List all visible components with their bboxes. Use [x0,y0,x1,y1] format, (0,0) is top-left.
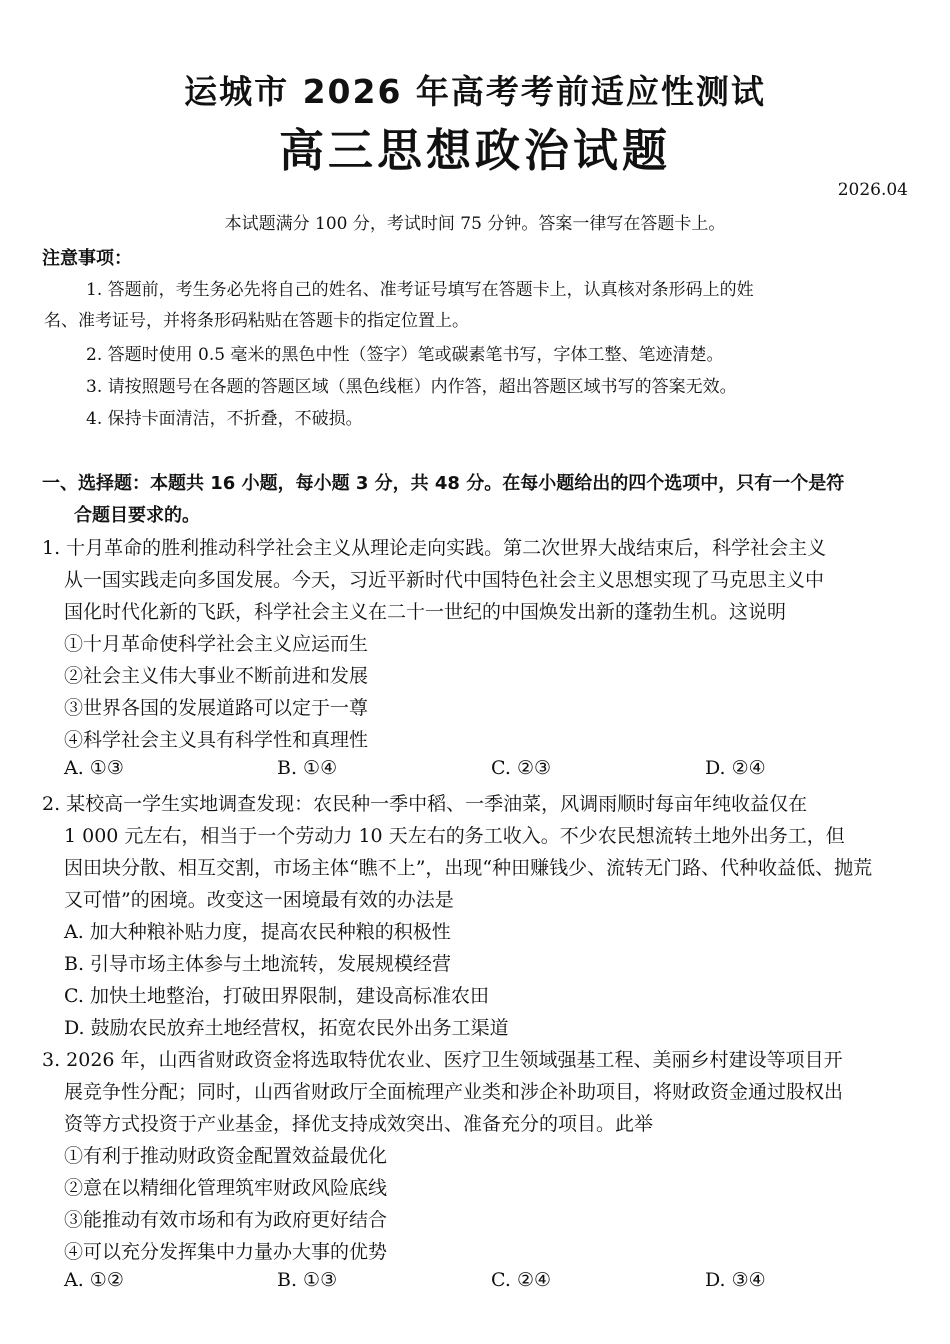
q2-stem-line1: 2. 某校高一学生实地调查发现：农民种一季中稻、一季油菜，风调雨顺时每亩年纯收益仅在 [42,793,808,815]
q1-stem-line1: 1. 十月革命的胜利推动科学社会主义从理论走向实践。第二次世界大战结束后，科学社会主义 [42,537,827,559]
section-heading-line2: 合题目要求的。 [74,505,200,526]
q1-choice-c: C. ②③ [491,757,552,779]
q2-option-a: A. 加大种粮补贴力度，提高农民种粮的积极性 [64,921,451,943]
q2-option-d: D. 鼓励农民放弃土地经营权，拓宽农民外出务工渠道 [64,1017,509,1039]
section-heading-line1: 一、选择题：本题共 16 小题，每小题 3 分，共 48 分。在每小题给出的四个选项中，只有一个是符 [42,473,845,494]
notice-item-1-line2: 名、准考证号，并将条形码粘贴在答题卡的指定位置上。 [44,311,469,331]
q3-statement-3: ③能推动有效市场和有为政府更好结合 [64,1209,388,1231]
q3-stem-line3: 资等方式投资于产业基金，择优支持成效突出、准备充分的项目。此举 [64,1113,654,1135]
q3-statement-1: ①有利于推动财政资金配置效益最优化 [64,1145,388,1167]
q3-choice-a: A. ①② [64,1269,124,1291]
q2-stem-line4: 又可惜”的困境。改变这一困境最有效的办法是 [64,889,454,911]
exam-title-line1: 运城市 2026 年高考考前适应性测试 [184,72,766,111]
q3-choice-d: D. ③④ [705,1269,766,1291]
notice-item-4: 4. 保持卡面清洁，不折叠，不破损。 [86,409,363,429]
q3-statement-2: ②意在以精细化管理筑牢财政风险底线 [64,1177,388,1199]
q2-option-b: B. 引导市场主体参与土地流转，发展规模经营 [64,953,452,975]
q1-statement-4: ④科学社会主义具有科学性和真理性 [64,729,369,751]
exam-title-line2: 高三思想政治试题 [278,124,671,177]
q3-choice-b: B. ①③ [277,1269,338,1291]
notice-item-1-line1: 1. 答题前，考生务必先将自己的姓名、准考证号填写在答题卡上，认真核对条形码上的姓 [86,280,754,300]
q3-statement-4: ④可以充分发挥集中力量办大事的优势 [64,1241,388,1263]
q1-choice-d: D. ②④ [705,757,766,779]
q1-stem-line2: 从一国实践走向多国发展。今天，习近平新时代中国特色社会主义思想实现了马克思主义中 [64,569,825,591]
q1-choice-a: A. ①③ [64,757,124,779]
q1-statement-1: ①十月革命使科学社会主义应运而生 [64,633,369,655]
q1-choice-b: B. ①④ [277,757,338,779]
notice-heading: 注意事项： [42,248,132,269]
q2-stem-line3: 因田块分散、相互交割，市场主体“瞧不上”，出现“种田赚钱少、流转无门路、代种收益低、抛荒 [64,857,873,879]
q3-choice-c: C. ②④ [491,1269,552,1291]
q3-stem-line1: 3. 2026 年，山西省财政资金将选取特优农业、医疗卫生领域强基工程、美丽乡村建设等项目开 [42,1049,843,1071]
notice-item-3: 3. 请按照题号在各题的答题区域（黑色线框）内作答，超出答题区域书写的答案无效。 [86,377,737,397]
q1-stem-line3: 国化时代化新的飞跃，科学社会主义在二十一世纪的中国焕发出新的蓬勃生机。这说明 [64,601,787,623]
notice-item-2: 2. 答题时使用 0.5 毫米的黑色中性（签字）笔或碳素笔书写，字体工整、笔迹清楚。 [86,345,724,365]
q1-statement-2: ②社会主义伟大事业不断前进和发展 [64,665,369,687]
q1-statement-3: ③世界各国的发展道路可以定于一尊 [64,697,369,719]
q3-stem-line2: 展竞争性分配；同时，山西省财政厅全面梳理产业类和涉企补助项目，将财政资金通过股权出 [64,1081,844,1103]
q2-stem-line2: 1 000 元左右，相当于一个劳动力 10 天左右的务工收入。不少农民想流转土地外出务工，但 [64,825,845,847]
exam-date: 2026.04 [837,180,908,200]
exam-intro: 本试题满分 100 分，考试时间 75 分钟。答案一律写在答题卡上。 [224,214,726,234]
q2-option-c: C. 加快土地整治，打破田界限制，建设高标准农田 [64,985,489,1007]
